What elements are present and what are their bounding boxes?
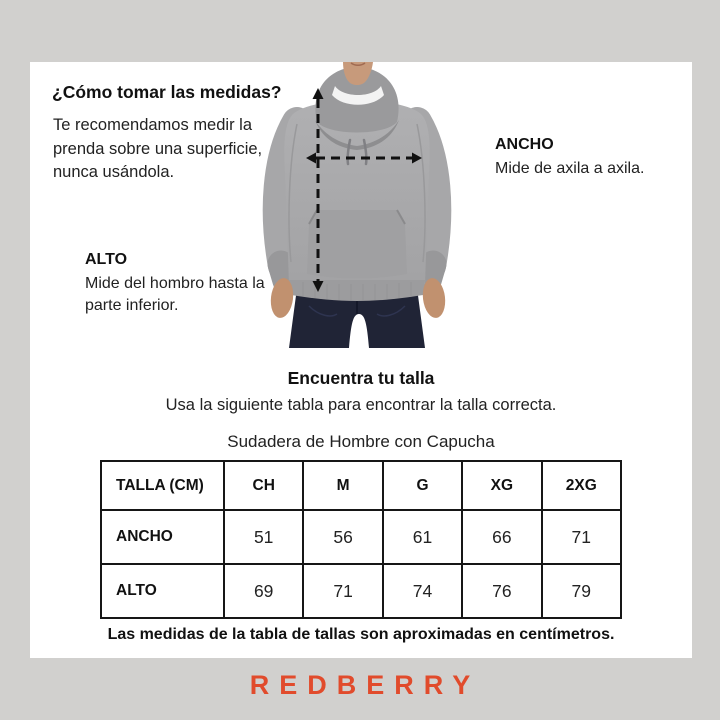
row-label-alto: ALTO <box>101 564 224 618</box>
col-header-talla: TALLA (CM) <box>101 461 224 510</box>
ancho-note-text: Mide de axila a axila. <box>495 160 645 177</box>
ancho-2xg: 71 <box>542 510 621 564</box>
col-header-2xg: 2XG <box>542 461 621 510</box>
alto-g: 74 <box>383 564 462 618</box>
redberry-logo: REDBERRY <box>249 670 481 700</box>
alto-ch: 69 <box>224 564 303 618</box>
table-row-ancho <box>101 510 621 564</box>
size-table <box>100 460 622 619</box>
ancho-note-title: ANCHO <box>495 136 554 153</box>
alto-note-title: ALTO <box>85 251 128 268</box>
alto-2xg: 79 <box>542 564 621 618</box>
hoodie-model-photo <box>253 62 493 348</box>
size-table-header-row <box>101 461 621 510</box>
size-table-caption: Sudadera de Hombre con Capucha <box>227 432 495 451</box>
col-header-ch: CH <box>224 461 303 510</box>
alto-xg: 76 <box>462 564 541 618</box>
content-card <box>30 62 692 658</box>
find-size-block <box>30 368 692 415</box>
row-label-ancho: ANCHO <box>101 510 224 564</box>
size-table-footnote: Las medidas de la tabla de tallas son aproximadas en centímetros. <box>107 626 615 643</box>
how-to-measure-text: Te recomendamos medir la prenda sobre una superficie, nunca usándola. <box>53 116 263 181</box>
table-row-alto <box>101 564 621 618</box>
alto-note-text: Mide del hombro hasta la parte inferior. <box>85 275 265 314</box>
how-to-measure-block <box>52 82 287 185</box>
ancho-ch: 51 <box>224 510 303 564</box>
ancho-m: 56 <box>303 510 382 564</box>
how-to-measure-title: ¿Cómo tomar las medidas? <box>52 82 282 102</box>
ancho-note <box>495 136 680 180</box>
ancho-xg: 66 <box>462 510 541 564</box>
hoodie <box>278 62 437 301</box>
col-header-xg: XG <box>462 461 541 510</box>
alto-m: 71 <box>303 564 382 618</box>
col-header-g: G <box>383 461 462 510</box>
find-size-title: Encuentra tu talla <box>287 368 435 388</box>
ancho-g: 61 <box>383 510 462 564</box>
col-header-m: M <box>303 461 382 510</box>
hoodie-diagram <box>253 62 493 348</box>
alto-note <box>85 251 265 317</box>
find-size-subtitle: Usa la siguiente tabla para encontrar la talla correcta. <box>165 396 557 414</box>
